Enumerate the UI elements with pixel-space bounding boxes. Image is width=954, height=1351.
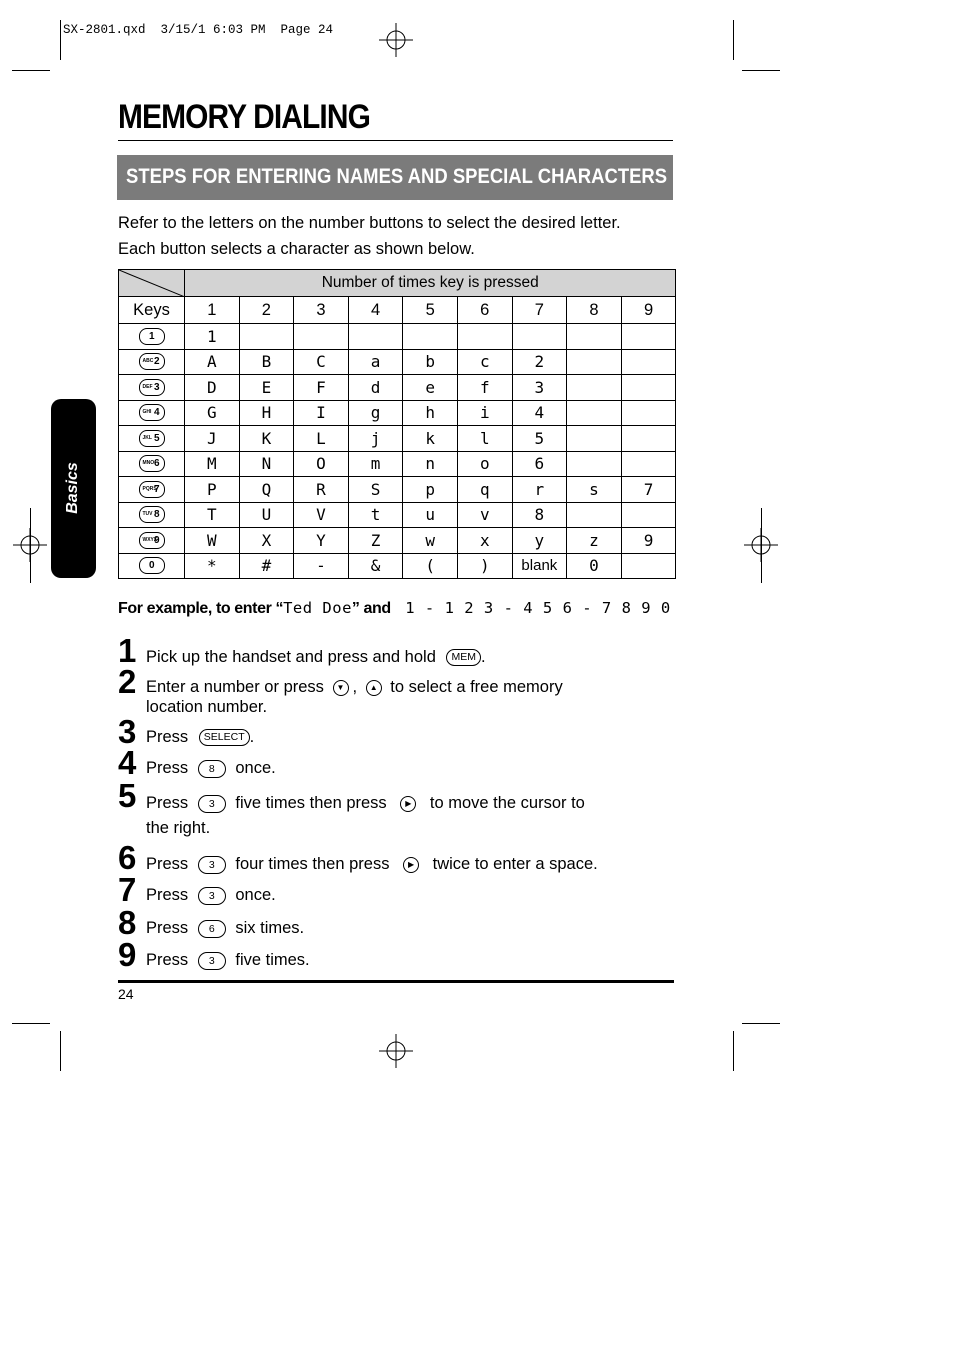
crop-mark (733, 1031, 734, 1071)
table-cell: e (403, 375, 458, 401)
key-6-icon (139, 455, 165, 472)
step-number: 7 (118, 871, 137, 908)
table-cell: y (512, 528, 567, 554)
step-number: 1 (118, 632, 137, 669)
registration-mark (379, 1034, 413, 1068)
table-cell: * (185, 553, 240, 579)
column-header: 8 (567, 297, 622, 324)
up-arrow-icon: ▲ (366, 680, 382, 696)
table-cell (348, 324, 403, 350)
step-number: 9 (118, 936, 137, 973)
table-row (119, 553, 676, 579)
table-cell: W (185, 528, 240, 554)
key-3-icon: 3 (198, 952, 226, 970)
table-cell: K (239, 426, 294, 452)
table-cell: E (239, 375, 294, 401)
table-cell: - (294, 553, 349, 579)
key-number: 9 (153, 534, 160, 546)
table-cell: J (185, 426, 240, 452)
step-text-part: six times. (235, 919, 305, 937)
table-cell: N (239, 451, 294, 477)
table-cell: v (457, 502, 512, 528)
registration-mark (379, 23, 413, 57)
example-name: Ted Doe (283, 599, 352, 617)
step-text (146, 791, 585, 841)
table-cell: S (348, 477, 403, 503)
table-row (119, 375, 676, 401)
table-cell (294, 324, 349, 350)
table-cell: i (457, 400, 512, 426)
table-cell (239, 324, 294, 350)
step-text (146, 918, 304, 938)
page-title: MEMORY DIALING (118, 98, 370, 136)
table-cell: 4 (512, 400, 567, 426)
select-button-icon: SELECT (199, 729, 250, 746)
table-cell: n (403, 451, 458, 477)
key-3-icon: 3 (198, 795, 226, 813)
key-cell (119, 324, 185, 350)
table-cell: 9 (621, 528, 676, 554)
crop-mark (12, 70, 50, 71)
table-row (119, 426, 676, 452)
table-cell: B (239, 349, 294, 375)
key-8-icon (139, 506, 165, 523)
key-number: 8 (153, 509, 160, 521)
table-cell (403, 324, 458, 350)
step-text-part: . (480, 648, 486, 666)
table-cell (621, 426, 676, 452)
step-text-part: Press (146, 951, 189, 969)
table-cell: P (185, 477, 240, 503)
table-cell: 8 (512, 502, 567, 528)
step-text-part: Press (146, 919, 189, 937)
table-cell: R (294, 477, 349, 503)
step-number: 5 (118, 777, 137, 814)
key-3-icon (139, 379, 165, 396)
key-1-icon (139, 328, 165, 345)
table-cell: w (403, 528, 458, 554)
key-number: 7 (153, 483, 160, 495)
print-slug: SX-2801.qxd 3/15/1 6:03 PM Page 24 (63, 23, 334, 37)
table-cell: 5 (512, 426, 567, 452)
step-text (146, 854, 598, 874)
crop-mark (30, 508, 31, 583)
table-cell: 2 (512, 349, 567, 375)
table-cell: h (403, 400, 458, 426)
key-5-icon (139, 430, 165, 447)
column-header: 2 (239, 297, 294, 324)
table-cell (567, 349, 622, 375)
table-cell: p (403, 477, 458, 503)
crop-mark (60, 1031, 61, 1071)
table-cell: Z (348, 528, 403, 554)
table-row (119, 477, 676, 503)
table-cell: x (457, 528, 512, 554)
table-cell: u (403, 502, 458, 528)
key-number: 0 (148, 560, 155, 572)
table-cell: ( (403, 553, 458, 579)
table-cell: f (457, 375, 512, 401)
section-heading: STEPS FOR ENTERING NAMES AND SPECIAL CHARACTERS (126, 165, 668, 188)
key-letters: ABC (142, 358, 154, 365)
key-3-icon: 3 (198, 887, 226, 905)
table-cell: d (348, 375, 403, 401)
table-cell: Y (294, 528, 349, 554)
example-line (118, 599, 671, 618)
key-number: 3 (153, 381, 160, 393)
table-cell (567, 451, 622, 477)
table-cell: U (239, 502, 294, 528)
key-number: 2 (153, 356, 160, 368)
step-text-part: twice to enter a space. (432, 855, 598, 873)
table-cell: X (239, 528, 294, 554)
step-text-part: . (249, 728, 255, 746)
table-cell (621, 502, 676, 528)
step-text-part: Pick up the handset and press and hold (146, 648, 436, 666)
right-arrow-icon: ▶ (403, 857, 419, 873)
step-text (146, 647, 486, 667)
right-arrow-icon: ▶ (400, 796, 416, 812)
key-7-icon (139, 481, 165, 498)
step-text-part: to select a free memory (390, 678, 563, 696)
table-cell: a (348, 349, 403, 375)
step-text-part: Press (146, 759, 189, 777)
table-cell: s (567, 477, 622, 503)
crop-mark (733, 20, 734, 60)
table-cell: 3 (512, 375, 567, 401)
step-text-part: Press (146, 855, 189, 873)
key-letters: TUV (142, 511, 153, 518)
table-cell (621, 349, 676, 375)
step-text-part: four times then press (235, 855, 390, 873)
table-cell: g (348, 400, 403, 426)
example-prefix: For example, to enter “ (118, 600, 284, 617)
column-header: 4 (348, 297, 403, 324)
table-cell (621, 553, 676, 579)
key-number: 5 (153, 432, 160, 444)
key-letters: JKL (142, 434, 152, 441)
table-cell: D (185, 375, 240, 401)
table-cell (621, 451, 676, 477)
character-table (118, 269, 676, 579)
step-text-part: the right. (146, 819, 211, 837)
table-cell (567, 375, 622, 401)
key-letters: PQRS (142, 485, 157, 492)
table-cell: j (348, 426, 403, 452)
key-cell (119, 375, 185, 401)
table-cell: 7 (621, 477, 676, 503)
table-cell: 1 (185, 324, 240, 350)
mem-button-icon: MEM (446, 649, 481, 666)
table-cell: I (294, 400, 349, 426)
column-header: 7 (512, 297, 567, 324)
column-header: 1 (185, 297, 240, 324)
intro-text (118, 210, 621, 262)
step-number: 4 (118, 744, 137, 781)
title-rule (118, 140, 673, 141)
table-cell: ) (457, 553, 512, 579)
key-3-icon: 3 (198, 856, 226, 874)
column-header: 5 (403, 297, 458, 324)
key-4-icon (139, 404, 165, 421)
keys-header: Keys (119, 297, 185, 324)
key-letters: GHI (142, 409, 152, 416)
key-cell (119, 400, 185, 426)
table-cell: c (457, 349, 512, 375)
table-cell: l (457, 426, 512, 452)
table-cell: blank (512, 553, 567, 579)
step-number: 8 (118, 904, 137, 941)
bottom-rule (118, 980, 674, 983)
step-text-part: Press (146, 794, 189, 812)
table-cell (457, 324, 512, 350)
table-cell: O (294, 451, 349, 477)
table-cell: T (185, 502, 240, 528)
table-cell (567, 400, 622, 426)
table-cell: k (403, 426, 458, 452)
key-cell (119, 349, 185, 375)
table-cell: r (512, 477, 567, 503)
key-9-icon (139, 532, 165, 549)
side-tab-label: Basics (64, 462, 81, 514)
step-text (146, 885, 276, 905)
down-arrow-icon: ▼ (333, 680, 349, 696)
table-cell: 6 (512, 451, 567, 477)
crop-mark (761, 508, 762, 583)
example-number: 1 - 1 2 3 - 4 5 6 - 7 8 9 0 (405, 599, 671, 617)
step-text-part: Enter a number or press (146, 678, 324, 696)
page-number: 24 (118, 986, 134, 1002)
key-letters: MNO (142, 460, 155, 467)
key-cell (119, 451, 185, 477)
table-cell (567, 426, 622, 452)
table-cell: o (457, 451, 512, 477)
step-number: 3 (118, 713, 137, 750)
table-cell (621, 375, 676, 401)
step-text-part: , (352, 678, 358, 696)
table-cell: M (185, 451, 240, 477)
crop-mark (60, 20, 61, 60)
table-cell: z (567, 528, 622, 554)
key-number: 6 (153, 458, 160, 470)
key-cell (119, 502, 185, 528)
step-text (146, 677, 563, 717)
table-row (119, 502, 676, 528)
table-cell: Q (239, 477, 294, 503)
key-0-icon (139, 557, 165, 574)
table-cell: b (403, 349, 458, 375)
key-cell (119, 477, 185, 503)
table-cell (512, 324, 567, 350)
step-text-part: once. (235, 759, 276, 777)
table-cell: G (185, 400, 240, 426)
key-6-icon: 6 (198, 920, 226, 938)
table-cell: A (185, 349, 240, 375)
intro-line: Refer to the letters on the number buttons to select the desired letter. (118, 214, 621, 232)
table-cell: F (294, 375, 349, 401)
key-number: 1 (148, 330, 155, 342)
table-cell: m (348, 451, 403, 477)
table-corner-cell (119, 270, 185, 297)
step-number: 6 (118, 839, 137, 876)
table-cell: # (239, 553, 294, 579)
step-text-part: five times then press (235, 794, 387, 812)
table-row (119, 528, 676, 554)
crop-mark (12, 1023, 50, 1024)
step-text-part: five times. (235, 951, 310, 969)
key-number: 4 (153, 407, 160, 419)
intro-line: Each button selects a character as shown below. (118, 240, 475, 258)
key-cell (119, 426, 185, 452)
table-cell (621, 400, 676, 426)
step-text-part: to move the cursor to (429, 794, 585, 812)
step-text-part: Press (146, 728, 189, 746)
table-cell: L (294, 426, 349, 452)
table-cell: & (348, 553, 403, 579)
table-cell (621, 324, 676, 350)
table-cell: q (457, 477, 512, 503)
step-text-part: Press (146, 886, 189, 904)
key-2-icon (139, 353, 165, 370)
step-number: 2 (118, 663, 137, 700)
table-cell: H (239, 400, 294, 426)
key-cell (119, 553, 185, 579)
crop-mark (742, 1023, 780, 1024)
crop-mark (742, 70, 780, 71)
table-row (119, 349, 676, 375)
table-row (119, 400, 676, 426)
column-header: 9 (621, 297, 676, 324)
key-cell (119, 528, 185, 554)
table-cell (567, 502, 622, 528)
step-text (146, 758, 276, 778)
table-cell: V (294, 502, 349, 528)
key-8-icon: 8 (198, 760, 226, 778)
step-text (146, 950, 310, 970)
key-letters: WXYZ (142, 536, 157, 543)
step-text-part: once. (235, 886, 276, 904)
column-header: 3 (294, 297, 349, 324)
key-letters: DEF (142, 383, 153, 390)
table-header-span: Number of times key is pressed (185, 270, 676, 297)
table-cell: t (348, 502, 403, 528)
table-row (119, 324, 676, 350)
table-cell: C (294, 349, 349, 375)
column-header: 6 (457, 297, 512, 324)
table-row (119, 451, 676, 477)
step-text (146, 727, 254, 747)
table-cell (567, 324, 622, 350)
table-cell: 0 (567, 553, 622, 579)
example-mid: ” and (351, 600, 391, 617)
step-text-part: location number. (146, 698, 268, 716)
